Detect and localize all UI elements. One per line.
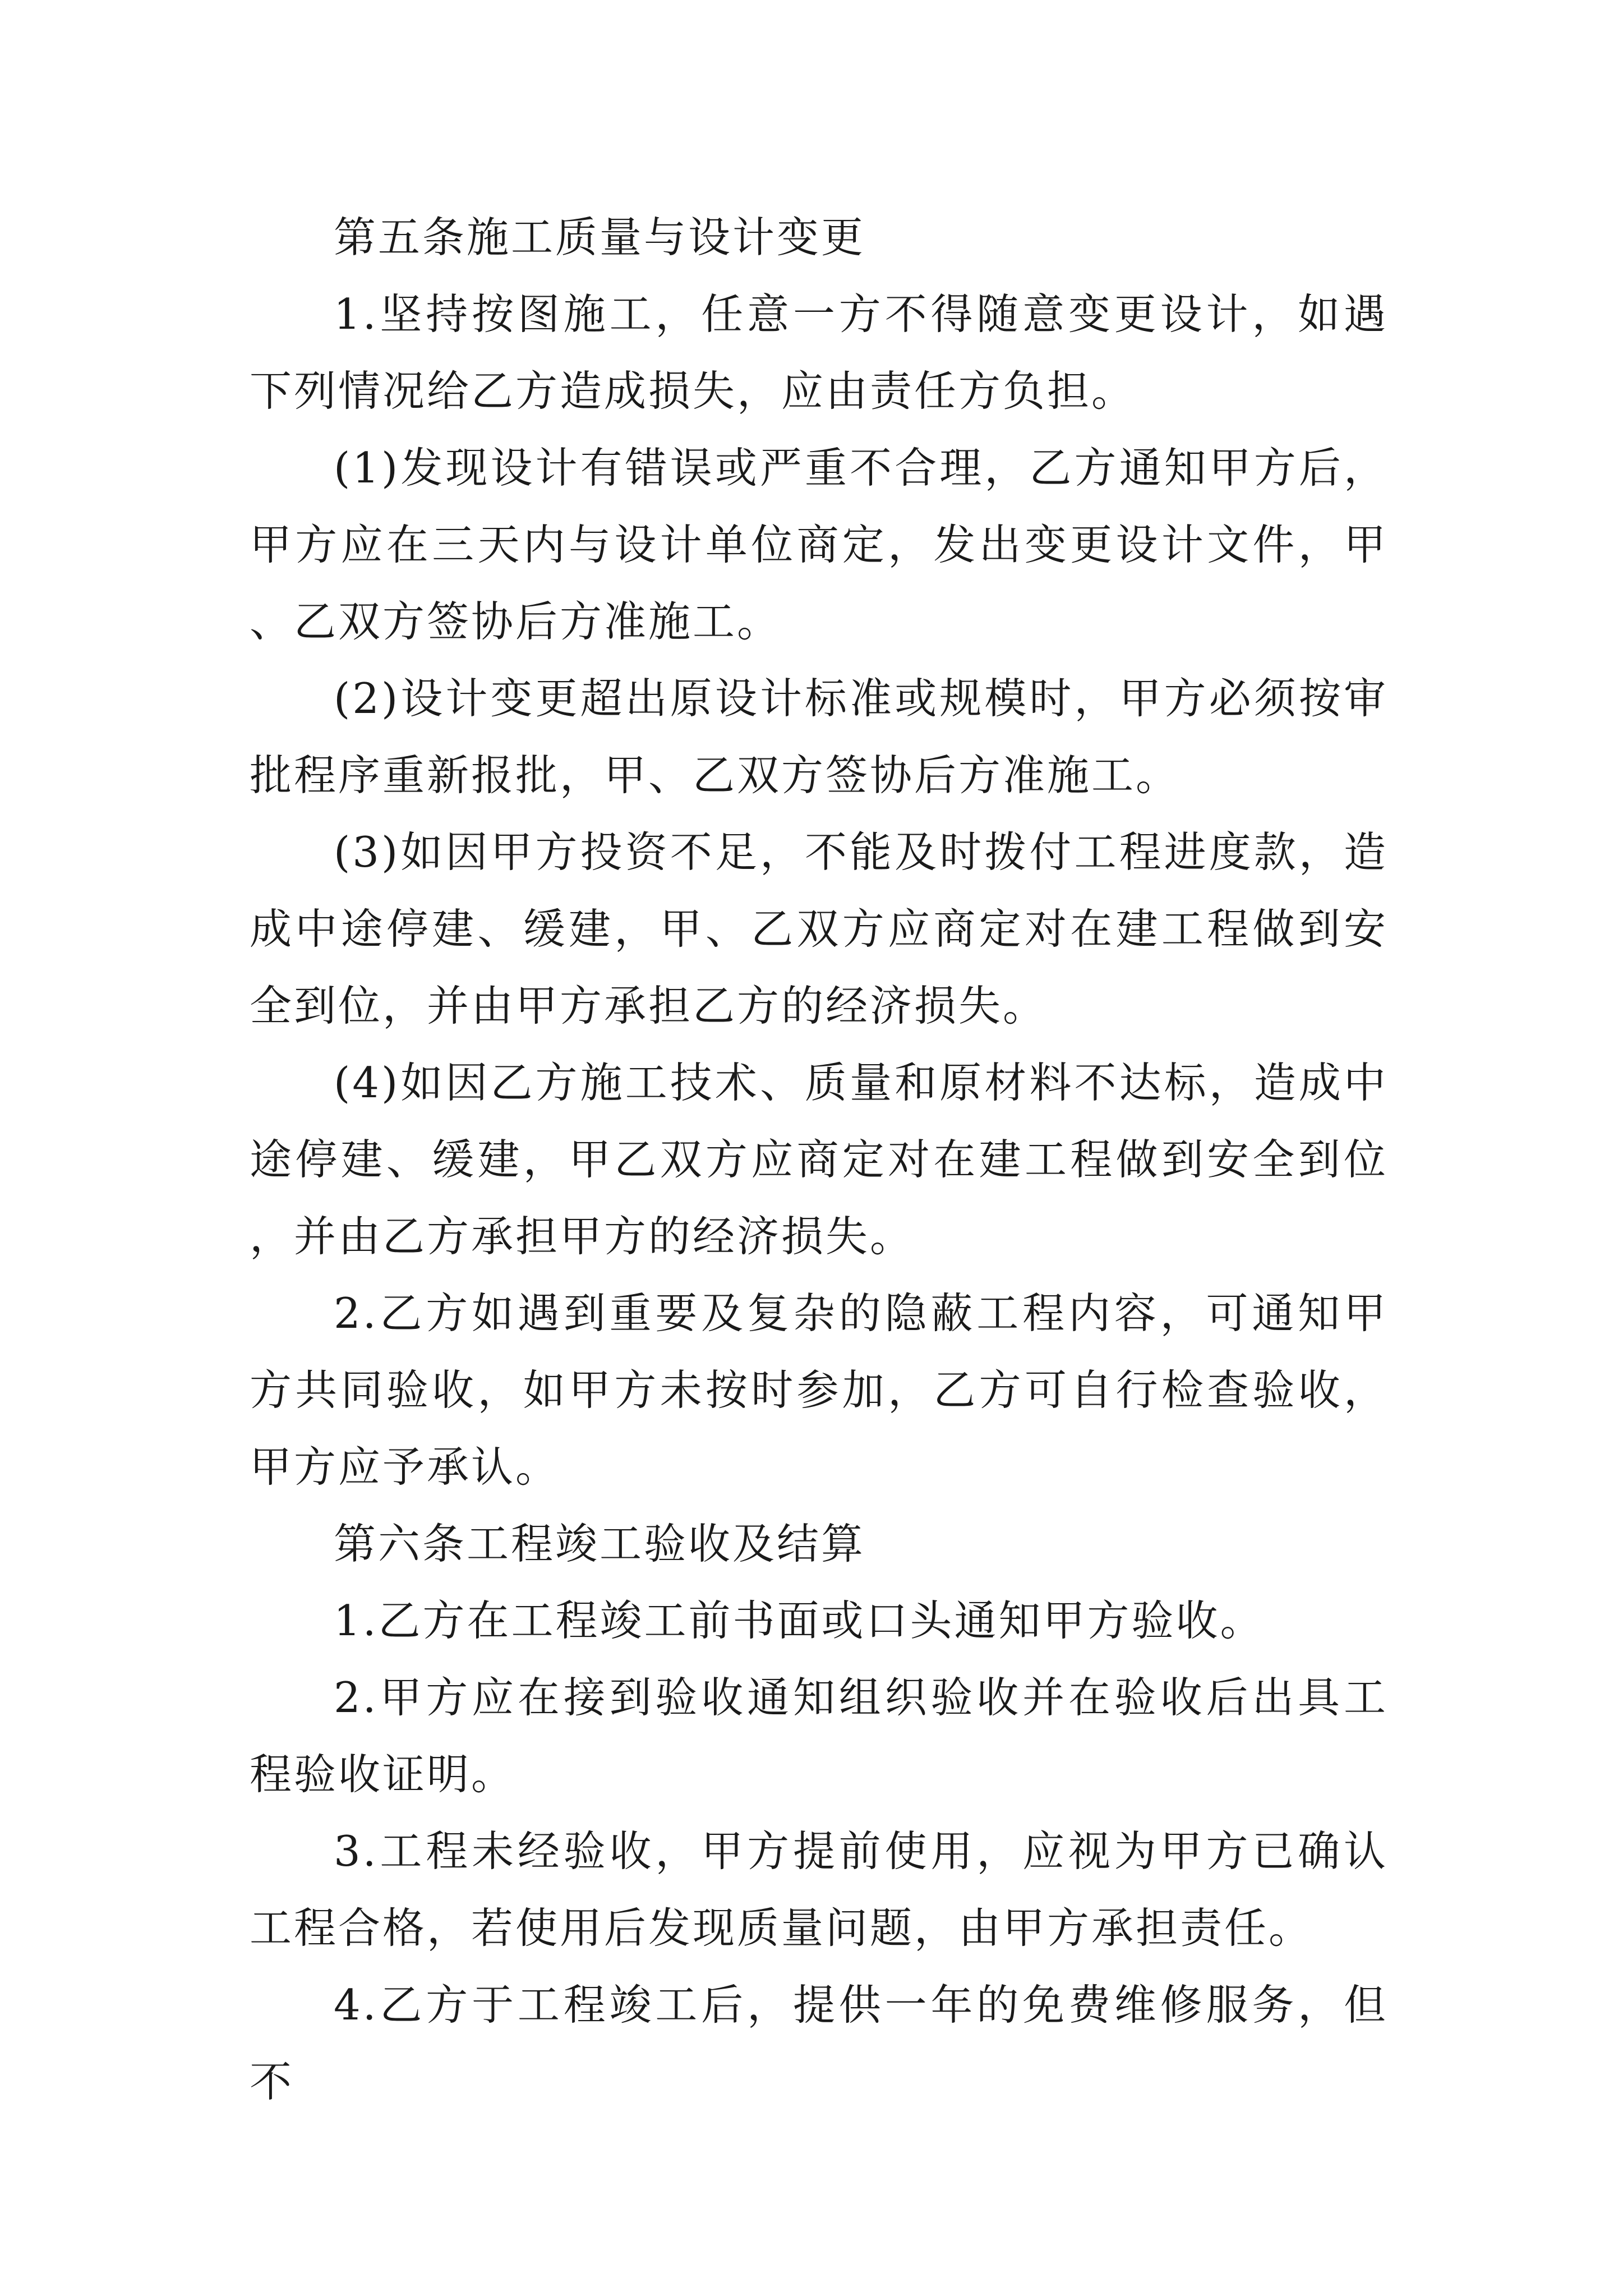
clause-6-3: 3.工程未经验收，甲方提前使用，应视为甲方已确认工程合格，若使用后发现质量问题，由甲方承担责任。 bbox=[250, 1826, 1388, 1953]
clause-6-4: 4.乙方于工程竣工后，提供一年的免费维修服务，但不 bbox=[250, 1980, 1388, 2106]
clause-5-1-item-3: (3)如因甲方投资不足，不能及时拨付工程进度款，造成中途停建、缓建，甲、乙双方应商定对在建工程做到安全到位，并由甲方承担乙方的经济损失。 bbox=[250, 827, 1388, 1030]
clause-6-2: 2.甲方应在接到验收通知组织验收并在验收后出具工程验收证明。 bbox=[250, 1673, 1388, 1799]
clause-5-1-item-4: (4)如因乙方施工技术、质量和原材料不达标，造成中途停建、缓建，甲乙双方应商定对在建工程做到安全到位，并由乙方承担甲方的经济损失。 bbox=[250, 1058, 1388, 1261]
clause-5-2: 2.乙方如遇到重要及复杂的隐蔽工程内容，可通知甲方共同验收，如甲方未按时参加，乙方可自行检查验收，甲方应予承认。 bbox=[250, 1289, 1388, 1492]
clause-5-1-item-1: (1)发现设计有错误或严重不合理，乙方通知甲方后，甲方应在三天内与设计单位商定，发出变更设计文件，甲、乙双方签协后方准施工。 bbox=[250, 443, 1388, 646]
section-heading-6: 第六条工程竣工验收及结算 bbox=[334, 1519, 866, 1568]
clause-5-1: 1.坚持按图施工，任意一方不得随意变更设计，如遇下列情况给乙方造成损失，应由责任方负担。 bbox=[250, 289, 1388, 416]
clause-5-1-item-2: (2)设计变更超出原设计标准或规模时，甲方必须按审批程序重新报批，甲、乙双方签协后方准施工。 bbox=[250, 674, 1388, 800]
document-body bbox=[250, 199, 1388, 2120]
section-heading-5: 第五条施工质量与设计变更 bbox=[334, 213, 866, 262]
clause-6-1: 1.乙方在工程竣工前书面或口头通知甲方验收。 bbox=[334, 1596, 1265, 1645]
